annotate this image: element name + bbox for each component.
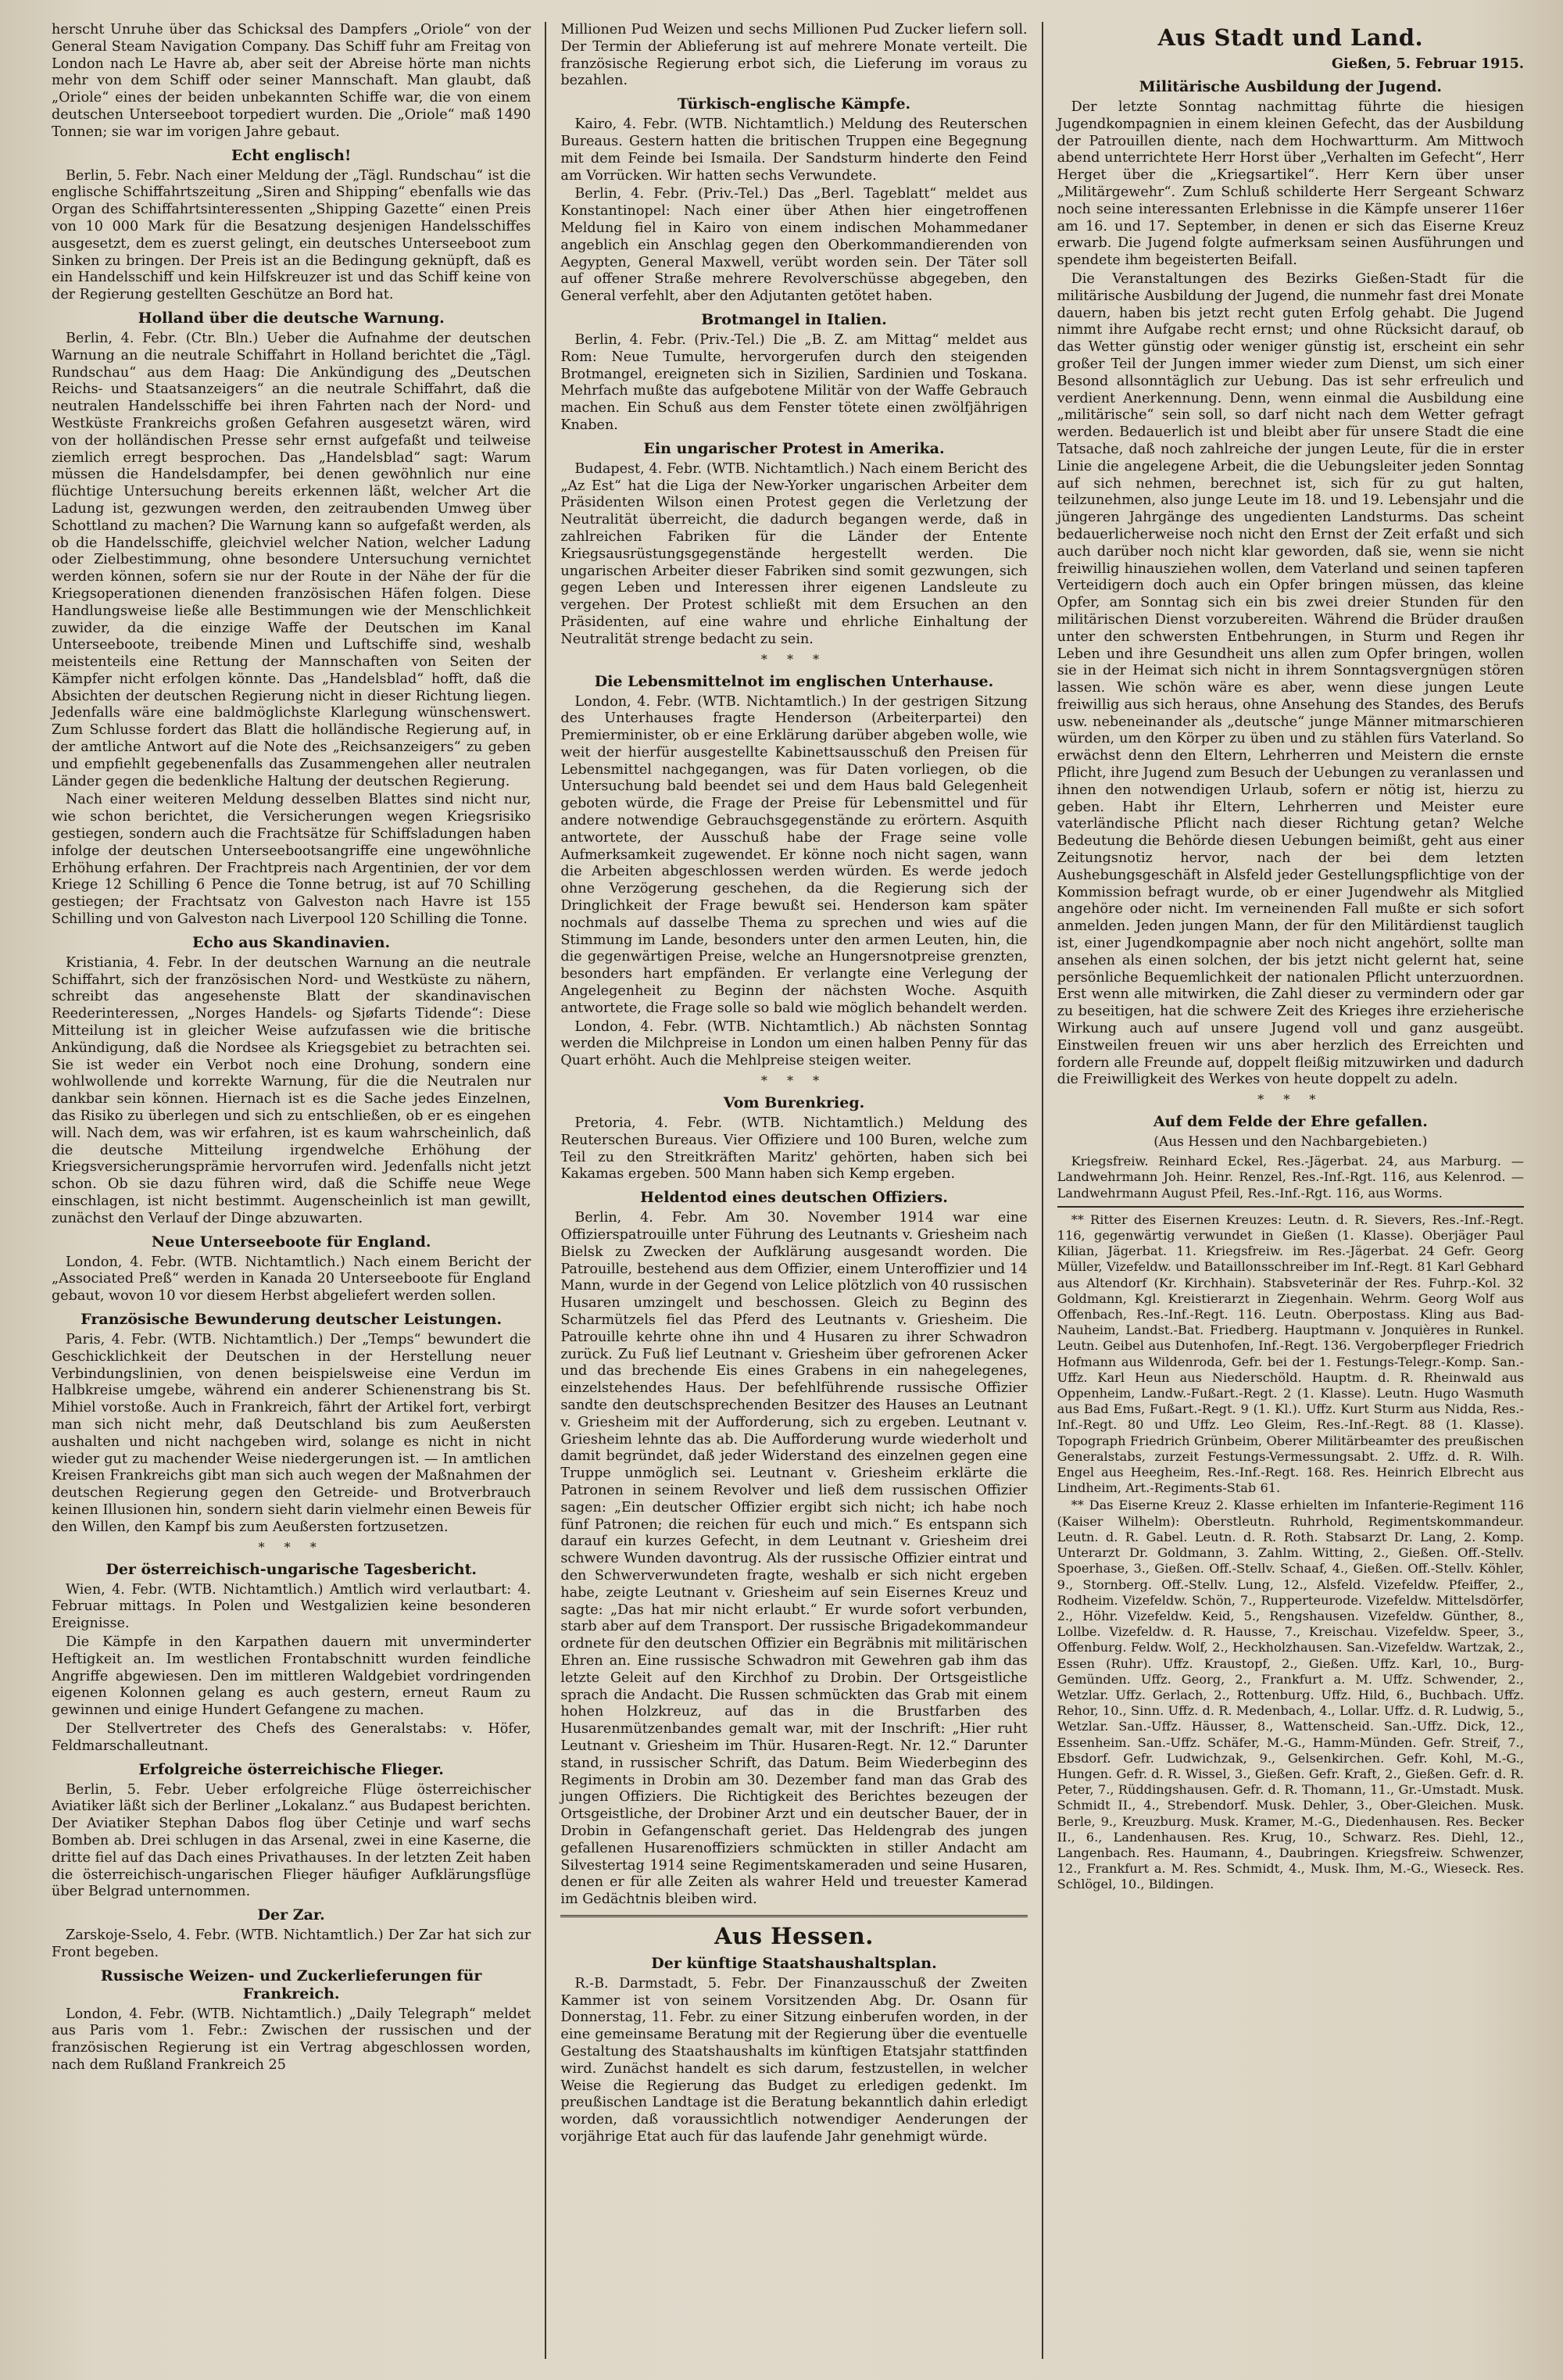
article-paragraph: Berlin, 4. Febr. (Priv.-Tel.) Die „B. Z. am Mittag“ meldet aus Rom: Neue Tumulte, hervorgerufen durch den steigenden Brotmangel, ereigneten sich in Sizilien, Sardinien und Toskana. Mehrfach mußte das aufgebotene Militär von der Waffe Gebrauch machen. Ein Schuß aus dem Fenster tötete einen zwölfjährigen Knaben. — [560, 331, 1028, 433]
article-heading: Auf dem Felde der Ehre gefallen. — [1153, 1113, 1428, 1131]
article-heading: Der künftige Staatshaushaltsplan. — [651, 1954, 937, 1972]
section-subheading: (Aus Hessen und den Nachbargebieten.) — [1153, 1134, 1428, 1151]
column-3 — [1042, 22, 1538, 2359]
article-heading: Die Lebensmittelnot im englischen Unterhause. — [594, 672, 994, 690]
article-paragraph: Wien, 4. Febr. (WTB. Nichtamtlich.) Amtlich wird verlautbart: 4. Februar mittags. In Polen und Westgalizien keine besonderen Ereignisse. — [52, 1581, 531, 1632]
article-paragraph: Berlin, 4. Febr. (Ctr. Bln.) Ueber die Aufnahme der deutschen Warnung an die neutrale Schiffahrt in Holland berichtet die „Tägl. Rundschau“ aus dem Haag: Die Ankündigung des „Deutschen Reichs- und Staatsanzeigers“ an die neutrale Schiffahrt, daß die neutralen Handelsschiffe bei ihren Fahrten nach der Nord- und Westküste Frankreichs großen Gefahren ausgesetzt wären, wird von der holländischen Presse sehr ernst aufgefaßt und teilweise ziemlich erregt besprochen. Das „Handelsblad“ sagt: Warum müssen die Handelsdampfer, bei denen gewöhnlich nur eine flüchtige Untersuchung bereits erkennen läßt, welcher Art die Ladung ist, gezwungen werden, den zeitraubenden Umweg über Schottland zu machen? Die Warnung kann so aufgefaßt werden, als ob die Handelsschiffe, gleichviel welcher Nation, welcher Ladung oder Zielbestimmung, ohne besondere Untersuchung vernichtet werden können, sofern sie nur der Route in der Nähe der für die Kriegsoperationen dienenden französischen Häfen folgen. Diese Handlungsweise ließe alle Bestimmungen wie der Menschlichkeit zuwider, da die einzige Waffe der Deutschen im Kanal Unterseeboote, treibende Minen und Luftschiffe sind, weshalb meistenteils eine Rettung der Mannschaften von Seiten der Kämpfer nicht erfolgen könnte. Das „Handelsblad“ hofft, daß die Absichten der deutschen Regierung nicht in dieser Richtung liegen. Jedenfalls wäre eine baldmöglichste Klarlegung wünschenswert. Zum Schlusse fordert das Blatt die holländische Regierung auf, in der amtliche Antwort auf die Note des „Reichsanzeigers“ zu geben und empfiehlt gegebenenfalls das Zusammengehen aller neutralen Länder gegen die bedenkliche Haltung der deutschen Regierung. — [52, 330, 531, 789]
article-paragraph: ** Ritter des Eisernen Kreuzes: Leutn. d. R. Sievers, Res.-Inf.-Regt. 116, gegenwärtig verwundet in Gießen (1. Klasse). Oberjäger Paul Kilian, Jägerbat. 11. Kriegsfreiw. im Res.-Jägerbat. 24 Gefr. Georg Müller, Vizefeldw. und Bataillonsschreiber im Inf.-Regt. 81 Karl Gebhard aus Altendorf (Kr. Kirchhain). Stabsveterinär der Res. Fuhrp.-Kol. 32 Goldmann, Kgl. Kreistierarzt in Ziegenhain. Wehrm. Georg Wolf aus Offenbach, Res.-Inf.-Regt. 116. Leutn. Oberpostass. Kling aus Bad-Nauheim, Landst.-Bat. Friedberg. Hauptmann v. Jonquières in Runkel. Leutn. Geibel aus Dutenhofen, Inf.-Regt. 136. Vergoberpfleger Friedrich Hofmann aus Wildenroda, Gefr. bei der 1. Festungs-Telegr.-Komp. San.-Uffz. Karl Heun aus Niederschöld. Hauptm. d. R. Rheinwald aus Oppenheim, Landw.-Fußart.-Regt. 2 (1. Klasse). Leutn. Hugo Wasmuth aus Bad Ems, Fußart.-Regt. 9 (1. Kl.). Uffz. Kurt Sturm aus Nidda, Res.-Inf.-Regt. 80 und Uffz. Leo Gleim, Res.-Inf.-Regt. 88 (1. Klasse). Topograph Friedrich Grünbeim, Oberer Militärbeamter des preußischen Generalstabs, zurzeit Festungs-Vermessungsabt. 2. Uffz. d. R. Wilh. Engel aus Heegheim, Res.-Inf.-Regt. 168. Res. Heinrich Elbrecht aus Lindheim, Art.-Regiments-Stab 61. — [1057, 1211, 1524, 1496]
section-heading: Aus Hessen. — [714, 1922, 874, 1949]
article-paragraph: Pretoria, 4. Febr. (WTB. Nichtamtlich.) Meldung des Reuterschen Bureaus. Vier Offiziere und 100 Buren, welche zum Teil zu den Streitkräften Maritz' gehörten, haben sich bei Kakamas ergeben. 500 Mann haben sich Kemp ergeben. — [560, 1115, 1028, 1183]
article-paragraph: Berlin, 5. Febr. Ueber erfolgreiche Flüge österreichischer Aviatiker läßt sich der Berliner „Lokalanz.“ aus Budapest berichten. Der Aviatiker Stephan Dabos flog über Cetinje und warf sechs Bomben ab. Drei schlugen in das Arsenal, zwei in eine Kaserne, die dritte fiel auf das Dach eines Privathauses. In der letzten Zeit haben die österreichisch-ungarischen Flieger häufiger Aufklärungsflüge über Belgrad unternommen. — [52, 1781, 531, 1900]
article-heading: Echt englisch! — [231, 146, 352, 164]
column-1 — [48, 22, 545, 2359]
article-paragraph: Berlin, 4. Febr. Am 30. November 1914 war eine Offizierspatrouille unter Führung des Leutnants v. Griesheim nach Bielsk zu Zwecken der Aufklärung ausgesandt worden. Die Patrouille, bestehend aus dem Offizier, einem Unteroffizier und 14 Mann, wurde in der Gegend von Lelice plötzlich von 40 russischen Husaren umzingelt und beschossen. Gleich zu Beginn des Scharmützels fiel das Pferd des Leutnants v. Griesheim. Die Patrouille kehrte ohne ihn und 4 Husaren zu ihrer Schwadron zurück. Zu Fuß lief Leutnant v. Griesheim über gefrorenen Acker und das brechende Eis eines Grabens in ein nahegelegenes, einzelstehendes Haus. Der befehlführende russische Offizier sandte den deutschsprechenden Besitzer des Hauses an Leutnant v. Griesheim mit der Aufforderung, sich zu ergeben. Leutnant v. Griesheim lehnte das ab. Die Aufforderung wurde wiederholt und damit begründet, daß jeder Widerstand des einzelnen gegen eine Truppe unmöglich sei. Leutnant v. Griesheim erklärte die Patronen in seinem Revolver und ließ dem russischen Offizier sagen: „Ein deutscher Offizier ergibt sich nicht; ich habe noch fünf Patronen; die reichen für euch und mich.“ Es entspann sich darauf ein kurzes Gefecht, in dem Leutnant v. Griesheim drei schwere Wunden davontrug. Als der russische Offizier eintrat und den Schwerverwundeten fragte, weshalb er sich nicht ergeben habe, zeigte Leutnant v. Griesheim auf sein Eisernes Kreuz und sagte: „Das hat mir nicht erlaubt.“ Er wurde sofort verbunden, starb aber auf dem Transport. Der russische Brigadekommandeur ordnete für den deutschen Offizier ein Begräbnis mit militärischen Ehren an. Eine russische Schwadron mit Gewehren gab ihm das letzte Geleit auf den Kirchhof zu Drobin. Der Ortsgeistliche sprach die Andacht. Die Russen schmückten das Grab mit einem hohen Holzkreuz, auf das in die Brustfarben des Husarenmützenbandes gemalt war, mit der Inschrift: „Hier ruht Leutnant v. Griesheim im Thür. Husaren-Regt. Nr. 12.“ Darunter stand, in russischer Schrift, das Datum. Beim Wiederbeginn des Regiments in Drobin am 30. Dezember fand man das Grab des jungen Offiziers. Die Richtigkeit des Berichtes bezeugen der Ortsgeistliche, der Drobiner Arzt und ein deutscher Bauer, der in Drobin in Gefangenschaft geriet. Das Heldengrab des jungen gefallenen Husarenoffiziers schmückten in stiller Andacht am Silvestertag 1914 seine Regimentskameraden und seine Husaren, denen er für alle Zeiten als wahrer Held und treuester Kamerad im Gedächtnis bleiben wird. — [560, 1210, 1028, 1908]
article-paragraph: London, 4. Febr. (WTB. Nichtamtlich.) Nach einem Bericht der „Associated Preß“ werden in Kanada 20 Unterseeboote für England gebaut, wovon 10 vor diesem Herbst abgeliefert werden sollen. — [52, 1254, 531, 1305]
article-heading: Brotmangel in Italien. — [701, 310, 887, 328]
article-paragraph: Kriegsfreiw. Reinhard Eckel, Res.-Jägerbat. 24, aus Marburg. — Landwehrmann Joh. Heinr. Renzel, Res.-Inf.-Rgt. 116, aus Kelenrod. — Landwehrmann August Pfeil, Res.-Inf.-Rgt. 116, aus Worms. — [1057, 1154, 1524, 1201]
section-heading: Aus Stadt und Land. — [1157, 24, 1424, 51]
article-paragraph: Millionen Pud Weizen und sechs Millionen Pud Zucker liefern soll. Der Termin der Ablieferung ist auf mehrere Monate verteilt. Die französische Regierung erbot sich, die Lieferung im voraus zu bezahlen. — [560, 22, 1028, 89]
article-heading: Holland über die deutsche Warnung. — [138, 309, 445, 327]
column-2 — [545, 22, 1041, 2359]
article-heading: Echo aus Skandinavien. — [192, 933, 391, 951]
article-heading: Türkisch-englische Kämpfe. — [677, 95, 911, 113]
separator-stars: * * * — [760, 1073, 828, 1089]
article-paragraph: Der Stellvertreter des Chefs des Generalstabs: v. Höfer, Feldmarschalleutnant. — [52, 1720, 531, 1754]
article-paragraph: London, 4. Febr. (WTB. Nichtamtlich.) In der gestrigen Sitzung des Unterhauses fragte Henderson (Arbeiterpartei) den Premierminister, ob er eine Erklärung darüber abgeben wolle, wie weit der hierfür ausgestellte Kabinettsausschuß den Preisen für Lebensmittel nachgegangen, was für Daten vorliegen, ob die Untersuchung bald beendet sei und dem Haus bald Gelegenheit geboten würde, die Frage der Preise für Lebensmittel und für andere notwendige Gebrauchsgegenstände zu erörtern. Asquith antwortete, der Ausschuß habe der Frage seine volle Aufmerksamkeit zugewendet. Er könne noch nicht sagen, wann die Arbeiten abgeschlossen werden würden. Es werde jedoch ohne Verzögerung geschehen, da die Regierung sich der Dringlichkeit der Frage bewußt sei. Henderson kam später nochmals auf dasselbe Thema zu sprechen und wies auf die Stimmung im Lande, besonders unter den armen Leuten, hin, die die gegenwärtigen Preise, welche an Hungersnotpreise grenzten, besonders hart empfänden. Er verlangte eine Verlegung der Angelegenheit zu Beginn der nächsten Woche. Asquith antwortete, die Frage solle so bald wie möglich behandelt werden. — [560, 693, 1028, 1016]
article-paragraph: R.-B. Darmstadt, 5. Febr. Der Finanzausschuß der Zweiten Kammer ist von seinem Vorsitzenden Abg. Dr. Osann für Donnerstag, 11. Febr. zu einer Sitzung einberufen worden, in der eine gemeinsame Beratung mit der Regierung über die eventuelle Gestaltung des Staatshaushalts im künftigen Etatsjahr stattfinden wird. Zunächst handelt es sich darum, festzustellen, in welcher Weise die Regierung das Budget zu erledigen gedenkt. Im preußischen Landtage ist die Beratung bekanntlich dahin erledigt worden, daß voraussichtlich notwendiger Aenderungen der vorjährige Etat auch für das laufende Jahr genehmigt würde. — [560, 1975, 1028, 2146]
separator-stars: * * * — [760, 651, 828, 667]
article-heading: Der Zar. — [257, 1906, 325, 1924]
article-heading: Französische Bewunderung deutscher Leistungen. — [80, 1310, 503, 1328]
columns — [48, 22, 1538, 2359]
article-paragraph: herscht Unruhe über das Schicksal des Dampfers „Oriole“ von der General Steam Navigation Company. Das Schiff fuhr am Freitag von London nach Le Havre ab, aber seit der Abreise hörte man nichts mehr von dem Schiff oder seiner Mannschaft. Man glaubt, daß „Oriole“ eines der beiden unbekannten Schiffe war, die von einem deutschen Unterseeboot torpediert wurden. Die „Oriole“ maß 1490 Tonnen; sie war im vorigen Jahre gebaut. — [52, 22, 531, 140]
article-paragraph: Kristiania, 4. Febr. In der deutschen Warnung an die neutrale Schiffahrt, sich der französischen Nord- und Westküste zu nähern, schreibt das angesehenste Blatt der skandinavischen Reederinteressen, „Norges Handels- og Sjøfarts Tidende“: Diese Mitteilung ist in gleicher Weise aufzufassen wie die britische Ankündigung, daß die Nordsee als Kriegsgebiet zu betrachten sei. Sie ist weder ein Verbot noch eine Drohung, sondern eine wohlwollende und korrekte Warnung, für die die Neutralen nur dankbar sein können. Hiernach ist es die Sache jedes Einzelnen, das Risiko zu überlegen und sich zu entschließen, ob er es eingehen will. Nach dem, was wir erfahren, ist es kaum wahrscheinlich, daß die deutsche Mitteilung irgendwelche Erhöhung der Kriegsversicherungsprämie hervorrufen wird. Jedenfalls nicht jetzt schon. Ob sie dazu führen wird, daß die Schiffe neue Wege einschlagen, ist nicht bestimmt. Augenscheinlich ist man gewillt, zunächst den Verlauf der Dinge abzuwarten. — [52, 954, 531, 1226]
article-paragraph: Kairo, 4. Febr. (WTB. Nichtamtlich.) Meldung des Reuterschen Bureaus. Gestern hatten die britischen Truppen eine Begegnung mit dem Feinde bei Ismaila. Der Sandsturm hinderte den Feind am Vorrücken. Wir hatten sechs Verwundete. — [560, 116, 1028, 184]
article-paragraph: Berlin, 4. Febr. (Priv.-Tel.) Das „Berl. Tageblatt“ meldet aus Konstantinopel: Nach einer über Athen hier eingetroffenen Meldung fiel in Kairo von einem indischen Mohammedaner angeblich ein Anschlag gegen den Oberkommandierenden von Aegypten, General Maxwell, verübt worden sein. Der Täter soll auf offener Straße mehrere Revolverschüsse abgegeben, den General verfehlt, aber den Adjutanten getötet haben. — [560, 186, 1028, 305]
article-heading: Der österreichisch-ungarische Tagesbericht. — [106, 1560, 477, 1578]
article-heading: Ein ungarischer Protest in Amerika. — [643, 439, 945, 457]
article-heading: Militärische Ausbildung der Jugend. — [1139, 78, 1443, 95]
separator-double-rule — [560, 1915, 1027, 1919]
article-paragraph: Zarskoje-Sselo, 4. Febr. (WTB. Nichtamtlich.) Der Zar hat sich zur Front begeben. — [52, 1927, 531, 1960]
article-paragraph: Budapest, 4. Febr. (WTB. Nichtamtlich.) Nach einem Bericht des „Az Est“ hat die Liga der New-Yorker ungarischen Arbeiter dem Präsidenten Wilson einen Protest gegen die Verletzung der Neutralität überreicht, die dadurch begangen werde, daß in zahlreichen Fabriken für die Länder der Entente Kriegsausrüstungsgegenstände hergestellt werden. Die ungarischen Arbeiter dieser Fabriken sind somit gezwungen, sich gegen Leben und Interessen ihrer eigenen Landsleute zu vergehen. Der Protest schließt mit dem Ersuchen an den Präsidenten, auf eine wahre und ehrliche Einhaltung der Neutralität strenge bedacht zu sein. — [560, 460, 1028, 647]
article-paragraph: Nach einer weiteren Meldung desselben Blattes sind nicht nur, wie schon berichtet, die Versicherungen wegen Kriegsrisiko gestiegen, sondern auch die Frachtsätze für Schiffsladungen haben infolge der deutschen Unterseebootsangriffe eine ungewöhnliche Erhöhung erfahren. Der Frachtpreis nach Argentinien, der vor dem Kriege 12 Schilling 6 Pence die Tonne betrug, ist auf 70 Schilling gestiegen; der Frachtsatz von Galveston nach Havre ist 155 Schilling und von Galveston nach Liverpool 120 Schilling die Tonne. — [52, 792, 531, 928]
dateline: Gießen, 5. Februar 1915. — [1332, 55, 1524, 72]
separator-stars: * * * — [258, 1539, 324, 1555]
article-heading: Vom Burenkrieg. — [723, 1094, 865, 1112]
article-paragraph: Die Kämpfe in den Karpathen dauern mit unverminderter Heftigkeit an. Im westlichen Frontabschnitt wurden feindliche Angriffe abgewiesen. Den im mittleren Waldgebiet vordringenden eigenen Kolonnen gelang es auch gestern, erneut Raum zu gewinnen und einige Hundert Gefangene zu machen. — [52, 1634, 531, 1719]
article-heading: Neue Unterseeboote für England. — [151, 1233, 431, 1251]
separator-stars: * * * — [1257, 1092, 1324, 1108]
article-paragraph: Berlin, 5. Febr. Nach einer Meldung der „Tägl. Rundschau“ ist die englische Schiffahrtszeitung „Siren and Shipping“ ebenfalls wie das Organ des Schiffahrtsinteressenten „Shipping Gazette“ einen Preis von 10 000 Mark für die Besatzung desjenigen Handelsschiffes ausgesetzt, dem es zuerst gelingt, ein deutsches Unterseeboot zum Sinken zu bringen. Der Preis ist an die Bedingung geknüpft, daß es ein Handelsschiff und kein Hilfskreuzer ist und das Schiff keine von der Regierung gestellten Geschütze an Bord hat. — [52, 167, 531, 303]
article-paragraph: ** Das Eiserne Kreuz 2. Klasse erhielten im Infanterie-Regiment 116 (Kaiser Wilhelm): Oberstleutn. Ruhrhold, Regimentskommandeur. Leutn. d. R. Gabel. Leutn. d. R. Roth. Stabsarzt Dr. Lang, 2. Komp. Unterarzt Dr. Goldmann, 3. Zahlm. Witting, 2., Gießen. Off.-Stellv. Spoerhase, 3., Gießen. Off.-Stellv. Schaaf, 4., Gießen. Off.-Stellv. Köhler, 9., Stornberg. Off.-Stellv. Lung, 12., Alsfeld. Vizefeldw. Pfeiffer, 2., Rodheim. Vizefeldw. Schön, 7., Rupperteurode. Vizefeldw. Mittelsdörfer, 2., Höhr. Vizefeldw. Keid, 5., Rengshausen. Vizefeldw. Günther, 8., Lollbe. Vizefeldw. d. R. Hausse, 7., Kreischau. Vizefeldw. Speer, 3., Offenburg. Feldw. Wolf, 2., Heckholzhausen. San.-Vizefeldw. Wartzak, 2., Essen (Ruhr). Uffz. Kraustopf, 2., Gießen. Uffz. Karl, 10., Burg-Gemünden. Uffz. Georg, 2., Frankfurt a. M. Uffz. Schwender, 2., Wetzlar. Uffz. Gerlach, 2., Rottenburg. Uffz. Hild, 6., Buchbach. Uffz. Rehor, 10., Sinn. Uffz. d. R. Medenbach, 4., Lollar. Uffz. d. R. Ludwig, 5., Wetzlar. San.-Uffz. Häusser, 8., Wattenscheid. San.-Uffz. Dick, 12., Essenheim. San.-Uffz. Schäfer, M.-G., Hamm-Münden. Gefr. Streif, 7., Ebsdorf. Gefr. Ludwichzak, 9., Gelsenkirchen. Gefr. Kohl, M.-G., Hungen. Gefr. d. R. Wissel, 3., Gießen. Gefr. Kraft, 2., Gießen. Gefr. d. R. Peter, 7., Rüddingshausen. Gefr. d. R. Thomann, 11., Gr.-Umstadt. Musk. Schmidt II., 4., Strebendorf. Musk. Dehler, 3., Ober-Gleichen. Musk. Berle, 9., Kreuzburg. Musk. Kramer, M.-G., Diedenhausen. Res. Becker II., 6., Landenhausen. Res. Krug, 10., Schwarz. Res. Diehl, 12., Langenbach. Res. Haumann, 4., Daubringen. Kriegsfreiw. Schwenzer, 12., Frankfurt a. M. Res. Schmidt, 4., Musk. Ihm, M.-G., Wieseck. Res. Schlögel, 10., Bildingen. — [1057, 1498, 1524, 1892]
article-paragraph: Die Veranstaltungen des Bezirks Gießen-Stadt für die militärische Ausbildung der Jugend, die nunmehr fast drei Monate dauern, haben bis jetzt recht guten Erfolg gehabt. Die Jugend nimmt ihre Aufgabe recht ernst; und ohne Rücksicht darauf, ob das Wetter günstig oder weniger günstig ist, erscheint ein sehr großer Teil der Jungen immer wieder zum Dienst, um sich einer Besond allsonntäglich zur Uebung. Das ist sehr erfreulich und verdient Anerkennung. Denn, wenn einmal die Ausbildung eine „militärische“ sein soll, so darf nicht nach dem Wetter gefragt werden. Bedauerlich ist und bleibt aber für unsere Stadt die eine Tatsache, daß noch zahlreiche der jungen Leute, für die in erster Linie die angelegene Arbeit, die die Uebungsleiter jeden Sonntag auf sich nehmen, berechnet ist, sich für zu gut halten, teilzunehmen, also junge Leute im 18. und 19. Lebensjahr und die jüngeren Jahrgänge des ungedienten Landsturms. Das scheint bedauerlicherweise noch nicht den Ernst der Zeit erfaßt und sich auch darüber noch nicht klar geworden, daß sie, wenn sie nicht freiwillig hinausziehen wollen, dem Vaterland und seinen tapferen Verteidigern doch auch ein Opfer bringen müssen, das kleine Opfer, am Sonntag sich ein bis zwei dreier Stunden für den militärischen Dienst vorzubereiten. Während die Brüder draußen unter den schwersten Entbehrungen, in Sturm und Regen ihr Leben und ihre Gesundheit uns allen zum Opfer bringen, wollen sie in der Heimat sich nicht in ihrem Sonntagsvergnügen stören lassen. Wie schön wäre es aber, wenn diese jungen Leute freiwillig aus sich heraus, ohne Ansehung des Standes, des Berufs usw. nebeneinander als „deutsche“ junge Männer mitmarschieren würden, um den Körper zu üben und zu stählen fürs Vaterland. So erwächst denn den Eltern, Lehrherren und Meistern die ernste Pflicht, ihre Jugend zum Besuch der Uebungen zu veranlassen und ihnen den notwendigen Urlaub, sofern er nötig ist, hierzu zu geben. Habt ihr Eltern, Lehrherren und Meister eure vaterländische Pflicht nach dieser Richtung getan? Welche Bedeutung die Behörde diesen Uebungen beimißt, geht aus einer Zeitungsnotiz hervor, nach der bei dem letzten Aushebungsgeschäft in Alsfeld jeder Gestellungspflichtige von der Kommission befragt wurde, ob er einer Jugendwehr als Mitglied angehöre oder nicht. Im verneinenden Fall mußte er sich sofort anmelden. Jeden jungen Mann, der für den Militärdienst tauglich ist, einer Jugendkompagnie aber noch nicht angehört, sollte man ansehen als einen solchen, der bis jetzt nicht gelernt hat, seine persönliche Bequemlichkeit der nationalen Pflicht unterzuordnen. Erst wenn alle mitwirken, die Zahl dieser zu vermindern oder gar zu beseitigen, hat die schwere Zeit des Krieges ihre erzieherische Wirkung auch auf unsere Jugend voll und ganz ausgeübt. Einstweilen freuen wir uns aber herzlich des Erreichten und fordern alle Freunde auf, doppelt fleißig mitzuwirken und dadurch die Freiwilligkeit des Werkes von heute doppelt zu adeln. — [1057, 270, 1524, 1088]
article-heading: Heldentod eines deutschen Offiziers. — [640, 1189, 948, 1207]
separator-rule — [1057, 1206, 1524, 1208]
article-heading: Russische Weizen- und Zuckerlieferungen für Frankreich. — [100, 1967, 482, 2002]
article-paragraph: Der letzte Sonntag nachmittag führte die hiesigen Jugendkompagnien in einem kleinen Gefecht, das der Ausbildung der Patrouillen diente, nach dem Hochwartturm. Am Mittwoch abend unterrichtete Herr Horst über „Verhalten im Gefecht“, Herr Herget über die „Kriegsartikel“. Herr Kern über unser „Militärgewehr“. Zum Schluß schilderte Herr Sergeant Schwarz noch seine interessanten Erlebnisse in die Kämpfe unserer 116er am 16. und 17. September, in denen er sich das Eiserne Kreuz erwarb. Die Jugend folgte aufmerksam seinen Ausführungen und spendete ihm begeisterten Beifall. — [1057, 99, 1524, 269]
article-paragraph: Paris, 4. Febr. (WTB. Nichtamtlich.) Der „Temps“ bewundert die Geschicklichkeit der Deutschen in der Herstellung neuer Verbindungslinien, von denen beispielsweise eine Verdun im Halbkreise umgebe, während ein anderer Schienenstrang bis St. Mihiel vorstoße. Auch in Frankreich, fährt der Artikel fort, verbirgt man sich nicht mehr, daß Deutschland bis zum Aeußersten aushalten und nicht nachgeben wird, solange es nicht in nicht wieder gut zu machender Weise niedergerungen ist. — In amtlichen Kreisen Frankreichs gibt man sich auch wegen der Maßnahmen der deutschen Regierung gegen den Getreide- und Brotverbrauch keinen Illusionen hin, sondern sieht darin vielmehr einen Beweis für den Willen, den Kampf bis zum Aeußersten fortzusetzen. — [52, 1331, 531, 1535]
article-paragraph: London, 4. Febr. (WTB. Nichtamtlich.) Ab nächsten Sonntag werden die Milchpreise in London um einen halben Penny für das Quart erhöht. Auch die Mehlpreise steigen weiter. — [560, 1018, 1028, 1069]
article-heading: Erfolgreiche österreichische Flieger. — [138, 1760, 444, 1778]
article-paragraph: London, 4. Febr. (WTB. Nichtamtlich.) „Daily Telegraph“ meldet aus Paris vom 1. Febr.: Zwischen der russischen und der französischen Regierung ist ein Vertrag abgeschlossen worden, nach dem Rußland Frankreich 25 — [52, 2006, 531, 2074]
